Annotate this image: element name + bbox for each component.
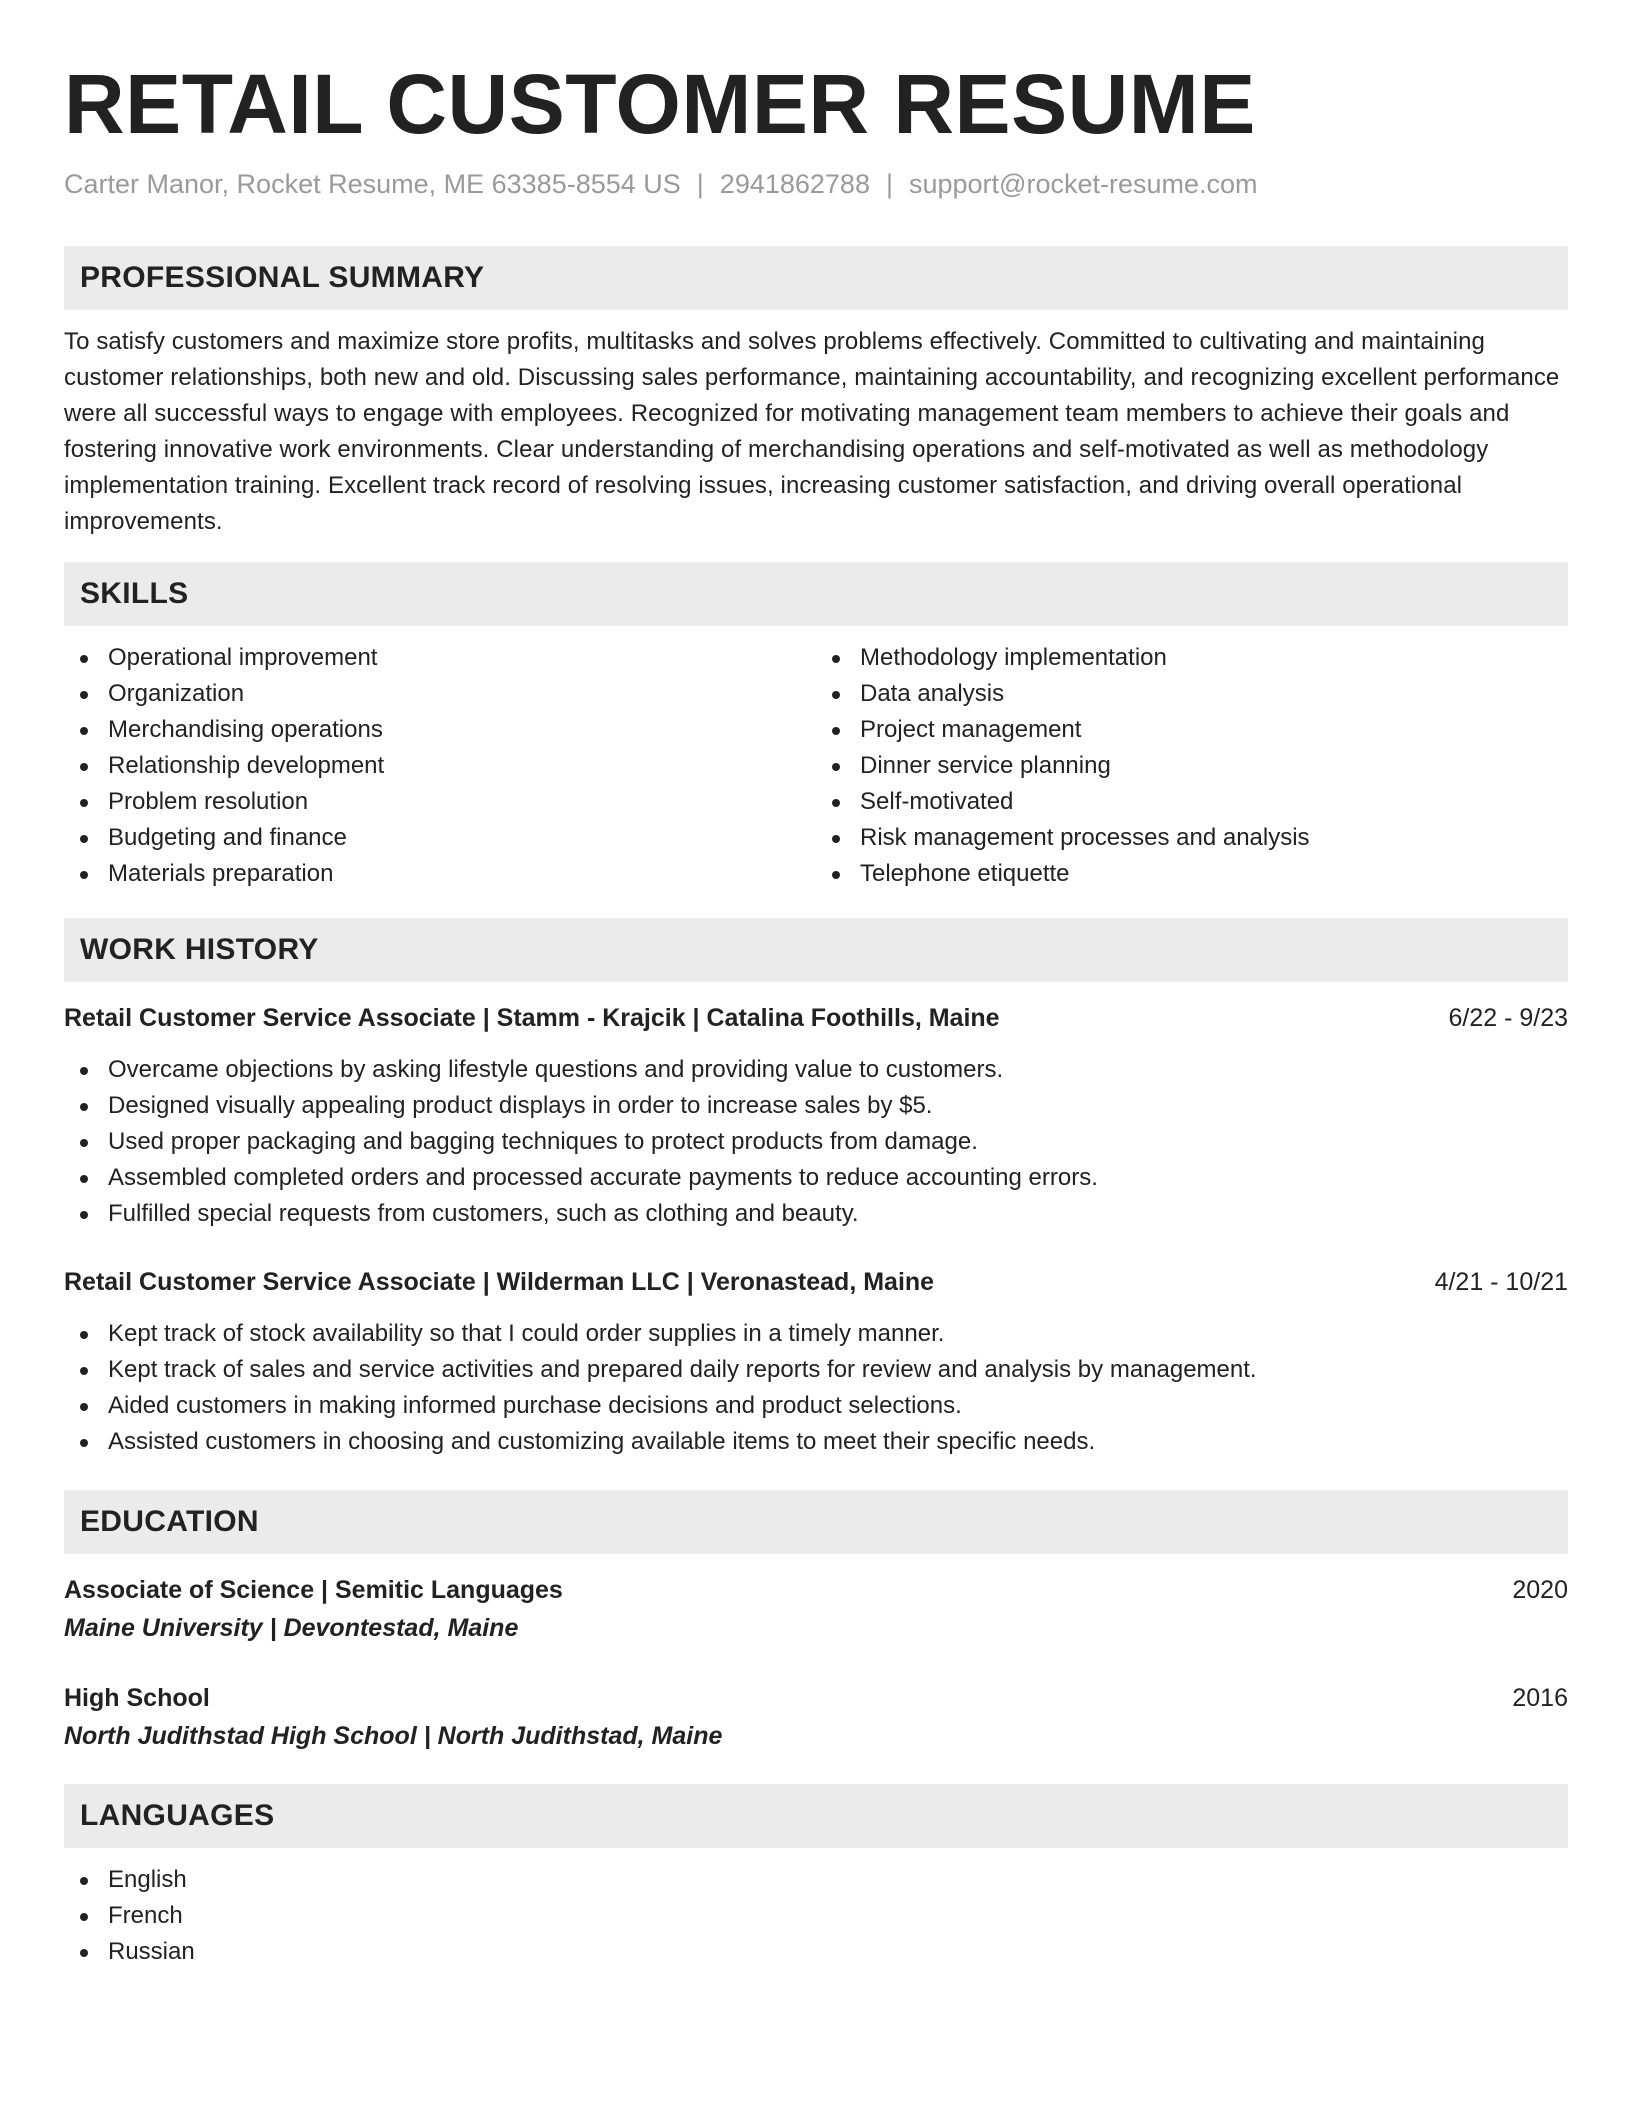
job-bullets bbox=[64, 1316, 1568, 1460]
job-dates: 4/21 - 10/21 bbox=[1434, 1268, 1568, 1296]
contact-separator: | bbox=[696, 169, 704, 199]
job-bullet: Kept track of sales and service activities and prepared daily reports for review and analysis by management. bbox=[64, 1352, 1568, 1388]
section-header-summary: PROFESSIONAL SUMMARY bbox=[64, 246, 1568, 310]
skill-item: Telephone etiquette bbox=[816, 856, 1568, 892]
summary-text: To satisfy customers and maximize store profits, multitasks and solves problems effectively. Committed to cultivating and maintaining customer relationships, both new and old. Discussing sales performance, maintaining accountability, and recognizing excellent performance were all successful ways to engage with employees. Recognized for motivating management team members to achieve their goals and fostering innovative work environments. Clear understanding of merchandising operations and self-motivated as well as methodology implementation training. Excellent track record of resolving issues, increasing customer satisfaction, and driving overall operational improvements. bbox=[64, 328, 1560, 535]
skills-column-right bbox=[816, 640, 1568, 892]
languages-list bbox=[64, 1862, 1568, 1970]
education-entry bbox=[64, 1680, 1568, 1756]
skill-item: Data analysis bbox=[816, 676, 1568, 712]
job-bullet: Overcame objections by asking lifestyle questions and providing value to customers. bbox=[64, 1052, 1568, 1088]
job-bullet: Used proper packaging and bagging techniques to protect products from damage. bbox=[64, 1124, 1568, 1160]
contact-address: Carter Manor, Rocket Resume, ME 63385-8554 US bbox=[64, 169, 681, 199]
skill-item: Merchandising operations bbox=[64, 712, 816, 748]
education-degree: High School bbox=[64, 1684, 210, 1712]
job-header bbox=[64, 1000, 1568, 1036]
skill-item: Materials preparation bbox=[64, 856, 816, 892]
job-title: Retail Customer Service Associate | Stamm - Krajcik | Catalina Foothills, Maine bbox=[64, 1004, 1000, 1032]
skill-item: Project management bbox=[816, 712, 1568, 748]
job-bullet: Kept track of stock availability so that I could order supplies in a timely manner. bbox=[64, 1316, 1568, 1352]
languages-bullets bbox=[64, 1862, 1568, 1970]
job-entry bbox=[64, 1000, 1568, 1232]
education-degree: Associate of Science | Semitic Languages bbox=[64, 1576, 563, 1604]
contact-separator: | bbox=[885, 169, 893, 199]
section-header-work: WORK HISTORY bbox=[64, 918, 1568, 982]
skill-item: Budgeting and finance bbox=[64, 820, 816, 856]
skill-item: Self-motivated bbox=[816, 784, 1568, 820]
education-year: 2020 bbox=[1512, 1576, 1568, 1604]
spacer bbox=[64, 1460, 1568, 1490]
skill-item: Dinner service planning bbox=[816, 748, 1568, 784]
skill-item: Relationship development bbox=[64, 748, 816, 784]
section-header-skills: SKILLS bbox=[64, 562, 1568, 626]
spacer bbox=[64, 1756, 1568, 1784]
skill-item: Organization bbox=[64, 676, 816, 712]
job-dates: 6/22 - 9/23 bbox=[1448, 1004, 1568, 1032]
resume-title: RETAIL CUSTOMER RESUME bbox=[64, 57, 1256, 151]
education-header bbox=[64, 1680, 1568, 1716]
skills-list bbox=[64, 640, 1568, 892]
job-bullets bbox=[64, 1052, 1568, 1232]
job-bullet: Assisted customers in choosing and customizing available items to meet their specific needs. bbox=[64, 1424, 1568, 1460]
contact-phone: 2941862788 bbox=[719, 169, 870, 199]
education-school: Maine University | Devontestad, Maine bbox=[64, 1614, 519, 1642]
contact-email: support@rocket-resume.com bbox=[908, 169, 1258, 199]
skill-item: Operational improvement bbox=[64, 640, 816, 676]
education-header bbox=[64, 1572, 1568, 1608]
education-entry bbox=[64, 1572, 1568, 1648]
skills-column-left bbox=[64, 640, 816, 892]
skill-item: Risk management processes and analysis bbox=[816, 820, 1568, 856]
language-item: Russian bbox=[64, 1934, 1568, 1970]
job-bullet: Aided customers in making informed purchase decisions and product selections. bbox=[64, 1388, 1568, 1424]
job-bullet: Assembled completed orders and processed accurate payments to reduce accounting errors. bbox=[64, 1160, 1568, 1196]
job-title: Retail Customer Service Associate | Wilderman LLC | Veronastead, Maine bbox=[64, 1268, 935, 1296]
contact-line bbox=[64, 166, 1568, 202]
language-item: English bbox=[64, 1862, 1568, 1898]
section-header-education: EDUCATION bbox=[64, 1490, 1568, 1554]
job-bullet: Designed visually appealing product displays in order to increase sales by $5. bbox=[64, 1088, 1568, 1124]
job-bullet: Fulfilled special requests from customers, such as clothing and beauty. bbox=[64, 1196, 1568, 1232]
language-item: French bbox=[64, 1898, 1568, 1934]
skill-item: Problem resolution bbox=[64, 784, 816, 820]
skill-item: Methodology implementation bbox=[816, 640, 1568, 676]
job-header bbox=[64, 1264, 1568, 1300]
job-entry bbox=[64, 1264, 1568, 1460]
education-year: 2016 bbox=[1512, 1684, 1568, 1712]
section-header-languages: LANGUAGES bbox=[64, 1784, 1568, 1848]
education-school: North Judithstad High School | North Judithstad, Maine bbox=[64, 1722, 723, 1750]
